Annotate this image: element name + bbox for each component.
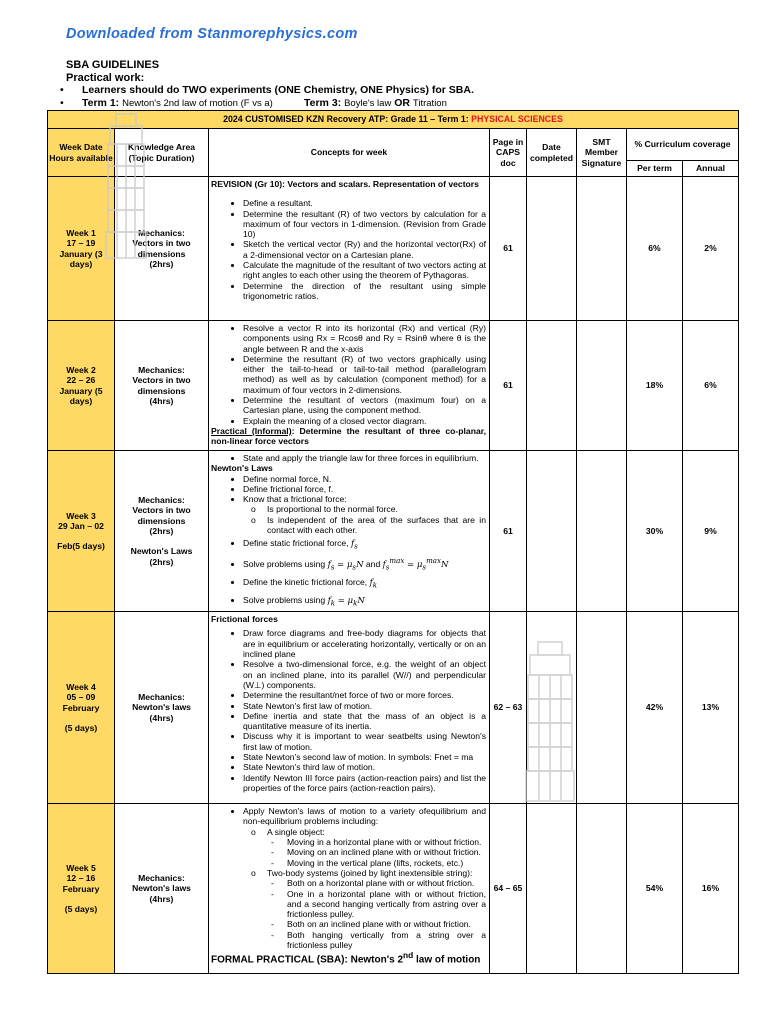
concept-list bbox=[211, 323, 486, 426]
annual-cell: 9% bbox=[683, 451, 739, 612]
math-sub: k bbox=[353, 598, 358, 608]
list-item: • State Newton's third law of motion. bbox=[243, 762, 486, 772]
list-item: • Identify Newton III force pairs (action-reaction pairs) and list the properties of the force pairs (action-reaction pairs). bbox=[243, 773, 486, 794]
atp-table bbox=[47, 110, 739, 974]
practical-text: : Determine the resultant of three co-planar, non-linear force vectors bbox=[211, 425, 486, 447]
week-line: days) bbox=[69, 395, 93, 406]
week-line: 22 – 26 bbox=[66, 375, 96, 386]
concept-list bbox=[211, 806, 486, 950]
list-item: • Determine the resultant of vectors (maximum four) on a Cartesian plane, using the component method. bbox=[243, 395, 486, 416]
sub-item bbox=[267, 868, 486, 950]
formal-end: law of motion bbox=[413, 954, 481, 966]
annual-cell: 6% bbox=[683, 321, 739, 451]
per-term-cell: 42% bbox=[627, 612, 683, 804]
date-cell[interactable] bbox=[527, 321, 577, 451]
list-item: • Define inertia and state that the mass of an object is a quantitative measure of its inertia. bbox=[243, 711, 486, 732]
math-sub: s bbox=[422, 562, 427, 572]
know-text: Know that a frictional force: bbox=[243, 494, 347, 505]
sub-list bbox=[243, 504, 486, 535]
math-sub: s bbox=[330, 562, 335, 572]
math-fk bbox=[370, 578, 377, 588]
formal-prefix: FORMAL PRACTICAL (SBA) bbox=[211, 954, 345, 966]
annual-cell: 13% bbox=[683, 612, 739, 804]
week-line: (5 days) bbox=[64, 722, 98, 733]
knowledge-cell bbox=[115, 321, 209, 451]
col-coverage: % Curriculum coverage bbox=[627, 129, 739, 161]
term3-or: OR bbox=[394, 96, 410, 109]
math-n: N bbox=[357, 596, 365, 607]
page-cell: 62 – 63 bbox=[490, 612, 527, 804]
smt-cell[interactable] bbox=[577, 451, 627, 612]
math-rhs: = μ bbox=[334, 560, 353, 571]
col-week: Week Date Hours available bbox=[48, 129, 115, 177]
sba-bullet-1: • Learners should do TWO experiments (ONE Chemistry, ONE Physics) for SBA. bbox=[66, 84, 474, 97]
list-item: • Discuss why it is important to wear seatbelts using Newton's first law of motion. bbox=[243, 731, 486, 752]
knowledge-cell bbox=[115, 804, 209, 974]
concepts-cell bbox=[209, 804, 490, 974]
formal-sup: nd bbox=[403, 950, 414, 961]
atp-table-frame bbox=[47, 110, 738, 968]
math-symbol: f bbox=[327, 596, 331, 607]
concepts-cell bbox=[209, 451, 490, 612]
per-term-cell: 18% bbox=[627, 321, 683, 451]
week-line: February bbox=[62, 883, 100, 894]
week-cell bbox=[48, 612, 115, 804]
list-item: • Define normal force, N. bbox=[243, 474, 486, 484]
per-term-cell: 54% bbox=[627, 804, 683, 974]
knowledge-cell bbox=[115, 451, 209, 612]
practical-label: Practical work: bbox=[66, 71, 145, 84]
concepts-cell bbox=[209, 612, 490, 804]
week-line-spacer bbox=[48, 531, 114, 541]
col-annual: Annual bbox=[683, 161, 739, 177]
week-cell bbox=[48, 451, 115, 612]
math-sub: k bbox=[372, 580, 378, 590]
week-line: 05 – 09 bbox=[66, 692, 96, 703]
week-cell bbox=[48, 804, 115, 974]
ka-line: Newton's laws bbox=[132, 702, 191, 713]
list-item bbox=[243, 556, 486, 573]
list-item: • State Newton's second law of motion. In symbols: Fnet = ma bbox=[243, 752, 486, 762]
sba-title: SBA GUIDELINES bbox=[66, 59, 160, 71]
list-item: • Sketch the vertical vector (Ry) and the horizontal vector(Rx) of a 2-dimensional vector on a Cartesian plane. bbox=[243, 239, 486, 260]
ka-line: (2hrs) bbox=[149, 258, 174, 269]
ka-line: Mechanics: bbox=[138, 495, 185, 506]
header-row bbox=[48, 129, 739, 161]
week-line: January (3 bbox=[59, 248, 103, 259]
concept-heading: Frictional forces bbox=[211, 614, 278, 625]
week-line-spacer bbox=[48, 894, 114, 904]
list-item: • Determine the resultant (R) of two vectors by calculation for a maximum of four vectors in 1-dimension. (Revision from Grade 10) bbox=[243, 209, 486, 240]
ka-line: Newton's laws bbox=[132, 883, 191, 894]
term3-group bbox=[304, 97, 447, 111]
newtons-laws-heading: Newton's Laws bbox=[211, 463, 273, 474]
ka-line: Mechanics: bbox=[138, 227, 185, 238]
math-eq3 bbox=[328, 596, 365, 606]
dash-item: - Moving in the vertical plane (lifts, rockets, etc.) bbox=[287, 858, 486, 868]
concepts-cell bbox=[209, 321, 490, 451]
week-line: Feb(5 days) bbox=[57, 541, 105, 552]
dash-item: - Moving in a horizontal plane with or without friction. bbox=[287, 837, 486, 847]
sba-guidelines bbox=[66, 59, 474, 110]
ka-line: dimensions bbox=[137, 248, 186, 259]
list-item: • State Newton's first law of motion. bbox=[243, 701, 486, 711]
concept-heading: REVISION (Gr 10): Vectors and scalars. Representation of vectors bbox=[211, 179, 479, 189]
term3-label: Term 3: bbox=[304, 96, 342, 109]
week-line: days) bbox=[69, 258, 93, 269]
math-sub: s bbox=[385, 562, 390, 572]
dash-item: - Both on an inclined plane with or without friction. bbox=[287, 919, 486, 929]
col-per-term: Per term bbox=[627, 161, 683, 177]
week-line: Week 1 bbox=[66, 227, 96, 238]
ka-line: dimensions bbox=[137, 515, 186, 526]
dash-list bbox=[267, 878, 486, 950]
table-title-main: 2024 CUSTOMISED KZN Recovery ATP: Grade 11 – Term 1: bbox=[223, 114, 472, 125]
table-row bbox=[48, 804, 739, 974]
smt-cell[interactable] bbox=[577, 612, 627, 804]
list-item bbox=[243, 806, 486, 950]
list-item: • Determine the resultant/net force of two or more forces. bbox=[243, 690, 486, 700]
table-title-subject: PHYSICAL SCIENCES bbox=[471, 114, 563, 125]
date-cell[interactable] bbox=[527, 177, 577, 321]
knowledge-cell bbox=[115, 612, 209, 804]
concept-list bbox=[211, 628, 486, 793]
math-sup: max bbox=[389, 556, 405, 566]
ka-line: Mechanics: bbox=[138, 692, 185, 703]
date-cell[interactable] bbox=[527, 804, 577, 974]
ka-line: Vectors in two bbox=[132, 238, 191, 249]
week-line: 17 – 19 bbox=[66, 238, 96, 249]
kinetic-text: Define the kinetic frictional force, bbox=[243, 577, 370, 588]
term1-value: Newton's 2nd law of motion (F vs a) bbox=[122, 97, 273, 109]
ka-line: Mechanics: bbox=[138, 873, 185, 884]
table-row bbox=[48, 612, 739, 804]
week-line: Week 3 bbox=[66, 510, 96, 521]
page-cell: 61 bbox=[490, 451, 527, 612]
smt-cell[interactable] bbox=[577, 321, 627, 451]
and-text: and bbox=[363, 559, 383, 570]
concept-list bbox=[211, 453, 486, 463]
math-sub: s bbox=[354, 542, 358, 552]
term3-value-a: Boyle's law bbox=[344, 97, 392, 109]
math-rhs: = μ bbox=[404, 560, 423, 571]
list-item: • Define a resultant. bbox=[243, 198, 486, 208]
sub-list bbox=[243, 827, 486, 951]
ka-line: Mechanics: bbox=[138, 364, 185, 375]
apply-text: Apply Newton's laws of motion to a variety ofequilibrium and non-equilibrium problems including: bbox=[243, 806, 486, 827]
week-line: Week 4 bbox=[66, 682, 96, 693]
col-smt: SMT Member Signature bbox=[577, 129, 627, 177]
list-item bbox=[243, 595, 486, 609]
list-item: • State and apply the triangle law for three forces in equilibrium. bbox=[243, 453, 486, 463]
week-line: Week 5 bbox=[66, 863, 96, 874]
math-eq2 bbox=[382, 556, 449, 572]
dash-item: - Both hanging vertically from a string over a frictionless pulley bbox=[287, 930, 486, 951]
two-body-text: Two-body systems (joined by light inextensible string): bbox=[267, 867, 473, 878]
per-term-cell: 30% bbox=[627, 451, 683, 612]
page-cell: 61 bbox=[490, 177, 527, 321]
math-symbol: f bbox=[382, 560, 386, 571]
col-knowledge: Knowledge Area (Topic Duration) bbox=[115, 129, 209, 177]
concept-list bbox=[211, 474, 486, 610]
math-sup: max bbox=[426, 556, 441, 566]
download-banner[interactable]: Downloaded from Stanmorephysics.com bbox=[66, 26, 358, 42]
static-text: Define static frictional force, bbox=[243, 538, 351, 549]
dash-item: - Moving on an inclined plane with or without friction. bbox=[287, 847, 486, 857]
single-object-text: A single object: bbox=[267, 826, 325, 837]
ka-line: Vectors in two bbox=[132, 505, 191, 516]
dash-list bbox=[267, 837, 486, 868]
math-n: N bbox=[441, 560, 449, 571]
smt-cell[interactable] bbox=[577, 804, 627, 974]
page-cell: 64 – 65 bbox=[490, 804, 527, 974]
table-title-row bbox=[48, 111, 739, 129]
math-sub: k bbox=[330, 598, 336, 608]
ka-line: (4hrs) bbox=[149, 395, 174, 406]
week-line: February bbox=[62, 702, 100, 713]
list-item: • Determine the resultant (R) of two vectors graphically using either the tail-to-head or tail-to-tail method (parallelogram method) as well as by calculation (component method) for a maximum of four vectors in 2-dimensions. bbox=[243, 354, 486, 395]
list-item bbox=[243, 538, 486, 552]
concept-list bbox=[211, 198, 486, 301]
ka-line: Newton's Laws bbox=[130, 546, 193, 557]
list-item: • Define frictional force, f. bbox=[243, 484, 486, 494]
sba-bullet-terms bbox=[66, 97, 474, 111]
week-line: 29 Jan – 02 bbox=[58, 520, 104, 531]
math-sub: s bbox=[352, 562, 357, 572]
term3-value-b: Titration bbox=[412, 97, 447, 109]
formal-suffix: : Newton's 2 bbox=[344, 954, 404, 966]
ka-line: (4hrs) bbox=[149, 893, 174, 904]
sub-item bbox=[267, 827, 486, 868]
solve-text: Solve problems using bbox=[243, 595, 328, 606]
dash-item: - Both on a horizontal plane with or without friction. bbox=[287, 878, 486, 888]
math-fs bbox=[350, 539, 358, 552]
ka-line: (2hrs) bbox=[149, 556, 174, 567]
concepts-cell bbox=[209, 177, 490, 321]
table-row bbox=[48, 451, 739, 612]
sub-item: o Is independent of the area of the surfaces that are in contact with each other. bbox=[267, 515, 486, 536]
ka-line: (4hrs) bbox=[149, 712, 174, 723]
math-symbol: f bbox=[350, 539, 355, 550]
date-cell[interactable] bbox=[527, 451, 577, 612]
annual-cell: 16% bbox=[683, 804, 739, 974]
ka-line-spacer bbox=[115, 536, 208, 546]
annual-cell: 2% bbox=[683, 177, 739, 321]
ka-line: (2hrs) bbox=[149, 526, 174, 537]
math-eq1 bbox=[328, 560, 364, 570]
ka-line: dimensions bbox=[137, 385, 186, 396]
ka-line: Vectors in two bbox=[132, 375, 191, 386]
per-term-cell: 6% bbox=[627, 177, 683, 321]
page-cell: 61 bbox=[490, 321, 527, 451]
sub-item: o Is proportional to the normal force. bbox=[267, 504, 486, 514]
list-item: • Calculate the magnitude of the resultant of two vectors acting at right angles to each other using the theorem of Pythagoras. bbox=[243, 260, 486, 281]
math-symbol: f bbox=[327, 560, 331, 571]
math-symbol: f bbox=[369, 578, 373, 589]
week-line: January (5 bbox=[59, 385, 103, 396]
list-item: • Determine the direction of the resultant using simple trigonometric ratios. bbox=[243, 281, 486, 302]
week-line-spacer bbox=[48, 713, 114, 723]
practical-label: Practical (Informal) bbox=[211, 425, 292, 436]
formal-practical bbox=[211, 950, 486, 966]
col-concepts: Concepts for week bbox=[209, 129, 490, 177]
table-row bbox=[48, 177, 739, 321]
knowledge-cell bbox=[115, 177, 209, 321]
list-item bbox=[243, 577, 486, 591]
col-date: Date completed bbox=[527, 129, 577, 177]
list-item bbox=[243, 494, 486, 535]
list-item: • Resolve a vector R into its horizontal (Rx) and vertical (Ry) components using Rx = Rcosθ and Ry = Rsinθ where θ is the angle between R and the x-axis bbox=[243, 323, 486, 354]
math-rhs: = μ bbox=[335, 596, 354, 607]
dash-item: - One in a horizontal plane with or without friction, and a second hanging vertically from astring over a frictionless pulley. bbox=[287, 889, 486, 920]
math-n: N bbox=[356, 560, 364, 571]
date-cell[interactable] bbox=[527, 612, 577, 804]
term1-label: Term 1: bbox=[82, 96, 120, 109]
week-line: 12 – 16 bbox=[66, 873, 96, 884]
list-item: • Resolve a two-dimensional force, e.g. the weight of an object on an inclined plane, into its parallel (W//) and perpendicular (W⊥) components. bbox=[243, 659, 486, 690]
list-item: • Explain the meaning of a closed vector diagram. bbox=[243, 416, 486, 426]
table-row bbox=[48, 321, 739, 451]
sba-list bbox=[66, 84, 474, 110]
col-page: Page in CAPS doc bbox=[490, 129, 527, 177]
list-item: • Draw force diagrams and free-body diagrams for objects that are in equilibrium or accelerating horizontally, vertically or on an inclined plane bbox=[243, 628, 486, 659]
week-cell bbox=[48, 321, 115, 451]
practical-informal bbox=[211, 426, 486, 447]
week-line: (5 days) bbox=[64, 903, 98, 914]
smt-cell[interactable] bbox=[577, 177, 627, 321]
week-line: Week 2 bbox=[66, 364, 96, 375]
week-cell bbox=[48, 177, 115, 321]
solve-text: Solve problems using bbox=[243, 559, 328, 570]
table-title bbox=[48, 111, 739, 129]
